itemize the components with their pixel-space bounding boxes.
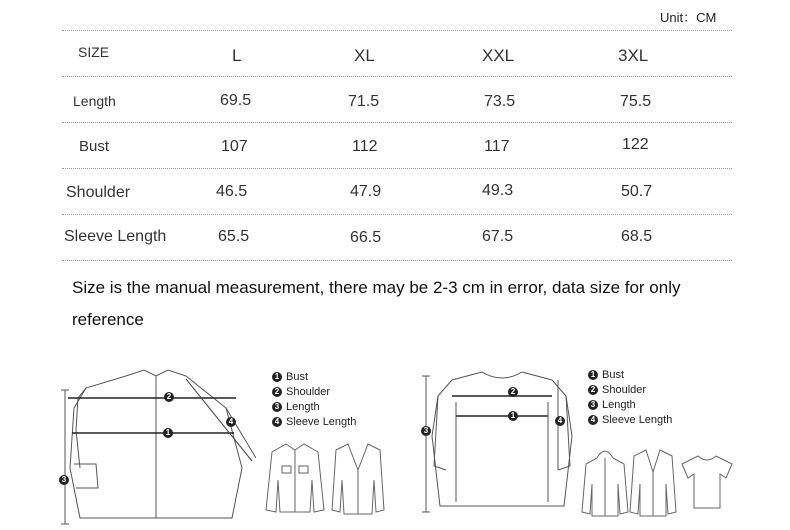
legend-item [588,397,672,412]
table-rule [62,260,732,261]
marker-2-icon: 2 [164,392,174,402]
marker-3-icon: 3 [59,475,69,485]
note-line-2: reference [72,310,144,329]
legend-left [272,369,356,429]
table-rule [62,30,732,31]
legend-item [272,384,356,399]
table-cell: 107 [221,138,248,155]
table-cell: 65.5 [218,228,250,245]
tshirt-sketch-icon [678,452,736,512]
legend-label: Bust [602,368,625,381]
number-2-icon: 2 [272,387,282,397]
number-2-icon: 2 [588,385,598,395]
table-cell: 50.7 [621,183,653,200]
marker-1-icon: 1 [163,428,173,438]
marker-2-icon: 2 [508,387,518,397]
note-line-1: Size is the manual measurement, there may be 2-3 cm in error, data size for only [72,278,681,297]
legend-label: Bust [286,370,309,383]
legend-label: Length [286,400,320,413]
row-label-length: Length [73,93,116,109]
cardigan-sketch-icon [628,444,678,518]
table-cell: 71.5 [348,93,380,110]
marker-4-icon: 4 [555,416,565,426]
jacket-sketch-icon [264,440,326,516]
legend-right [588,367,672,427]
number-1-icon: 1 [588,370,598,380]
table-cell: 73.5 [484,93,516,110]
table-cell: 66.5 [350,229,382,246]
legend-label: Sleeve Length [286,415,357,428]
unit-label: Unit：CM [660,10,717,25]
number-3-icon: 3 [588,400,598,410]
size-col-xl: XL [354,46,375,65]
table-rule [62,168,732,169]
size-col-3xl: 3XL [618,46,649,65]
table-rule [62,122,732,123]
table-cell: 112 [352,138,378,155]
legend-label: Shoulder [286,385,331,398]
hoodie-sketch-icon [580,444,630,518]
size-col-xxl: XXL [482,46,515,65]
table-cell: 75.5 [620,93,652,110]
sleeve-length-line [180,375,260,465]
size-col-l: L [232,46,242,65]
row-label-sleeve-length: Sleeve Length [64,228,167,245]
legend-item [272,369,356,384]
row-label-bust: Bust [79,138,110,155]
legend-item [588,382,672,397]
size-header: SIZE [78,44,110,60]
table-rule [62,214,732,215]
marker-1-icon: 1 [508,411,518,421]
table-cell: 117 [484,138,510,155]
number-3-icon: 3 [272,402,282,412]
legend-label: Shoulder [602,383,647,396]
blazer-sketch-icon [330,440,386,516]
table-cell: 68.5 [621,228,653,245]
table-rule [62,76,732,77]
table-cell: 49.3 [482,182,514,199]
marker-4-icon: 4 [226,417,236,427]
sweater-diagram [412,366,592,516]
legend-label: Length [602,398,636,411]
number-4-icon: 4 [588,415,598,425]
number-4-icon: 4 [272,417,282,427]
legend-item [272,414,356,429]
legend-item [588,412,672,427]
table-cell: 46.5 [216,183,248,200]
marker-3-icon: 3 [421,426,431,436]
table-cell: 67.5 [482,228,514,245]
legend-item [272,399,356,414]
number-1-icon: 1 [272,372,282,382]
table-cell: 69.5 [220,92,252,109]
legend-item [588,367,672,382]
row-label-shoulder: Shoulder [66,184,131,201]
table-cell: 47.9 [350,183,382,200]
table-cell: 122 [622,136,649,153]
legend-label: Sleeve Length [602,413,673,426]
